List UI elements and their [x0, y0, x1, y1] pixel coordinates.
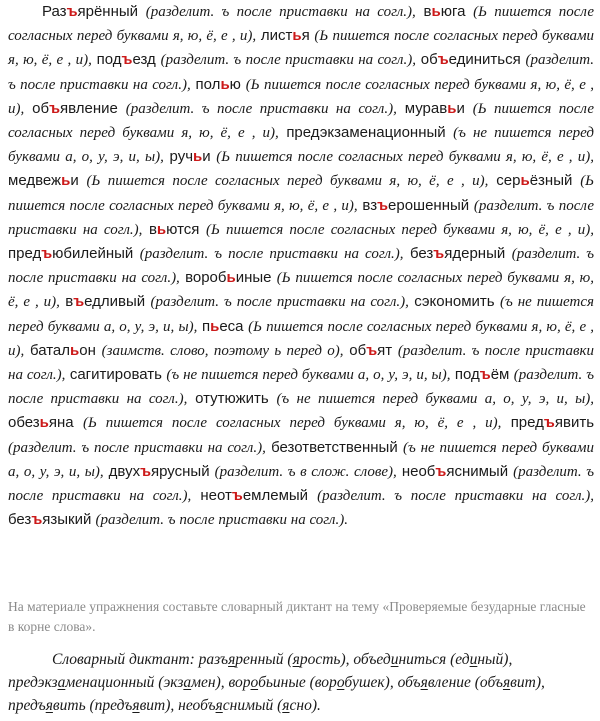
check-word — [475, 674, 545, 691]
highlighted-letter: ь — [156, 220, 167, 238]
dictation-word — [178, 697, 273, 714]
rule-comment: (разделит. ъ после приставки на согл.), — [145, 4, 416, 20]
word-part: п — [201, 317, 211, 335]
paragraph-indent — [8, 651, 52, 668]
paragraph-indent — [8, 3, 42, 20]
rule-comment: (разделит. ъ после приставки на согл.), — [139, 246, 404, 263]
underlined-vowel: я — [292, 651, 300, 668]
spelling-word — [261, 27, 310, 44]
word-part: еса — [219, 317, 244, 335]
spelling-word — [349, 342, 392, 359]
highlighted-letter: ь — [520, 172, 530, 190]
word-part: вит), — [510, 674, 545, 691]
word-part: (объ — [474, 674, 503, 691]
underlined-vowel: я — [215, 697, 223, 714]
spelling-word — [402, 463, 508, 480]
rule-comment: (разделит. ъ после приставки на согл.), — [8, 439, 266, 456]
word-part: ёзный — [529, 172, 573, 190]
word-part: сер — [496, 172, 521, 190]
highlighted-letter: ъ — [41, 245, 53, 263]
highlighted-letter: ь — [220, 75, 230, 93]
spelling-word — [8, 172, 79, 189]
rule-comment: (заимств. слово, поэтому ь перед о), — [101, 342, 344, 359]
underlined-vowel: я — [228, 651, 236, 668]
dictation-word — [398, 674, 471, 691]
rule-comment: (разделит. ъ после приставки на согл.), — [8, 463, 594, 505]
word-part: Раз — [42, 3, 67, 20]
dictation-word — [8, 697, 86, 714]
word-part: (вор — [309, 674, 337, 691]
word-part: без — [409, 245, 434, 263]
underlined-vowel: я — [282, 697, 290, 714]
word-part: ( — [277, 697, 283, 714]
highlighted-letter: ъ — [121, 51, 133, 69]
word-part: бьиные — [258, 674, 306, 691]
underlined-vowel: я — [420, 674, 428, 691]
word-part: под — [96, 51, 122, 69]
word-part: яснимый — [446, 462, 509, 480]
highlighted-letter: ъ — [479, 366, 491, 384]
word-part: бушек), — [344, 674, 394, 691]
word-part: мен), — [191, 674, 225, 691]
word-part: емлемый — [242, 487, 309, 505]
word-part: ярённый — [77, 3, 139, 20]
highlighted-letter: ъ — [66, 3, 78, 20]
spelling-word — [421, 51, 521, 68]
word-part: вление — [427, 674, 471, 691]
rule-comment: (ъ не пишется перед буквами а, о, у, э, и, ы), — [276, 391, 595, 408]
word-part: в — [423, 3, 432, 20]
spelling-word — [414, 293, 494, 310]
rule-comment: (разделит. ъ после приставки на согл.), — [8, 246, 595, 287]
rule-comment: (Ь пишется после согласных перед буквами я, ю, ё, е , и), — [205, 221, 594, 238]
rule-comment: (разделит. ъ после приставки на согл.), — [8, 342, 594, 384]
word-part: пол — [195, 75, 221, 93]
underlined-vowel: а — [183, 674, 192, 691]
highlighted-letter: ъ — [377, 196, 389, 214]
word-part: под — [454, 366, 480, 384]
word-part: в — [148, 220, 157, 238]
rule-comment: (Ь пишется после согласных перед буквами я, ю, ё, е , и), — [8, 4, 594, 45]
word-part: ят — [377, 341, 393, 359]
check-word — [310, 674, 394, 691]
word-part: единиться — [448, 51, 521, 69]
spelling-word — [196, 76, 241, 93]
word-part: снимый — [222, 697, 274, 714]
vocabulary-dictation — [8, 648, 594, 717]
rule-comment: (разделит. ъ после приставки на согл.), — [150, 294, 409, 311]
spelling-word — [32, 100, 118, 117]
highlighted-letter: ь — [39, 414, 49, 432]
spelling-word — [511, 414, 594, 431]
check-word — [277, 697, 321, 714]
word-part: безответственный — [271, 438, 398, 456]
rule-comment: (разделит. ъ после приставки на согл.), — [8, 367, 595, 408]
rule-comment: (Ь пишется после согласных перед буквами я, ю, ё, е , и), — [8, 76, 595, 117]
spelling-word — [8, 414, 74, 431]
dictation-word — [353, 651, 446, 668]
word-part: ниться — [398, 651, 447, 668]
dictation-word — [199, 651, 284, 668]
word-part: сно). — [289, 697, 321, 714]
rule-comment: (Ь пишется после согласных перед буквами я, ю, ё, е , и), — [8, 173, 595, 214]
rule-comment: (Ь пишется после согласных перед буквами я, ю, ё, е , и), — [82, 415, 502, 432]
highlighted-letter: ь — [193, 148, 203, 166]
rule-comment: (разделит. ъ в слож. слове), — [214, 463, 397, 480]
spelling-word — [149, 221, 199, 238]
word-part: юга — [440, 3, 466, 20]
word-part: я — [301, 27, 310, 45]
rule-comment: (разделит. ъ после приставки на согл.). — [95, 512, 348, 529]
highlighted-letter: ъ — [31, 511, 43, 529]
word-part: неот — [200, 487, 232, 505]
rule-comment: (ъ не пишется перед буквами а, о, у, э, и, ы), — [166, 367, 451, 384]
spelling-word — [362, 197, 469, 214]
word-part: пред — [510, 414, 544, 432]
word-part: объ — [397, 674, 421, 691]
spelling-word — [286, 124, 445, 141]
spelling-word — [455, 366, 509, 383]
highlighted-letter: ь — [61, 172, 71, 190]
word-part: сагитировать — [69, 366, 162, 384]
word-part: разъ — [198, 651, 229, 668]
rule-comment: (ъ не пишется перед буквами а, о, у, э, и, ы), — [8, 294, 594, 335]
rule-comment: (Ь пишется после согласных перед буквами я, ю, ё, е , и), — [86, 173, 489, 190]
word-part: ются — [166, 220, 200, 238]
word-part: мурав — [404, 99, 448, 117]
word-part: (предъ — [89, 697, 133, 714]
spelling-word — [185, 269, 271, 286]
word-part: яна — [48, 414, 74, 432]
underlined-vowel: я — [502, 674, 511, 691]
word-part: обез — [8, 414, 40, 432]
check-word — [450, 651, 512, 668]
underlined-vowel: о — [250, 674, 259, 691]
word-part: менационный — [65, 674, 155, 691]
highlighted-letter: ъ — [366, 341, 378, 359]
spelling-word — [42, 3, 138, 20]
underlined-vowel: о — [336, 674, 345, 691]
highlighted-letter: ъ — [49, 99, 61, 117]
word-part: языкий — [42, 511, 92, 529]
word-part: вор — [228, 674, 251, 691]
spelling-word — [423, 3, 465, 20]
highlighted-letter: ь — [431, 3, 441, 20]
word-part: вороб — [185, 269, 227, 287]
check-word — [287, 651, 349, 668]
rule-comment: (разделит. ъ после приставки на согл.), — [8, 197, 594, 238]
word-part: едливый — [84, 293, 146, 311]
word-part: (ед — [450, 651, 470, 668]
exercise-text — [8, 0, 594, 532]
word-part: объед — [353, 651, 391, 668]
word-part: ядерный — [444, 245, 506, 263]
rule-comment: (Ь пишется после согласных перед буквами я, ю, ё, е , и), — [216, 149, 595, 166]
dictation-title: Словарный диктант: — [52, 651, 195, 668]
word-part: рость), — [299, 651, 350, 668]
highlighted-letter: ь — [447, 99, 457, 117]
highlighted-letter: ь — [292, 27, 302, 45]
word-part: и — [456, 99, 465, 117]
word-part: ю — [229, 75, 241, 93]
word-part: необъ — [178, 697, 216, 714]
word-part: необ — [401, 462, 436, 480]
word-part: иные — [235, 269, 272, 287]
rule-comment: (разделит. ъ после приставки на согл.), — [317, 488, 595, 505]
spelling-word — [496, 172, 572, 189]
highlighted-letter: ь — [210, 317, 220, 335]
word-part: и — [70, 172, 79, 190]
underlined-vowel: и — [469, 651, 478, 668]
dictation-word — [8, 674, 154, 691]
highlighted-letter: ъ — [435, 462, 447, 480]
word-part: руч — [169, 148, 194, 166]
word-part: явление — [60, 99, 118, 117]
spelling-word — [70, 366, 162, 383]
spelling-word — [97, 51, 156, 68]
word-part: и — [202, 148, 211, 166]
word-part: в — [65, 293, 74, 311]
spelling-word — [200, 487, 308, 504]
word-part: отутюжить — [195, 390, 269, 408]
highlighted-letter: ъ — [140, 462, 152, 480]
word-part: предэкз — [8, 674, 58, 691]
word-part: сэкономить — [414, 293, 495, 311]
word-part: батал — [29, 341, 71, 359]
word-part: ренный — [235, 651, 284, 668]
highlighted-letter: ъ — [231, 487, 243, 505]
underlined-vowel: я — [132, 697, 140, 714]
rule-comment: (Ь пишется после согласных перед буквами я, ю, ё, е , и), — [8, 318, 595, 359]
spelling-word — [30, 342, 96, 359]
word-part: езд — [132, 51, 156, 69]
spelling-word — [8, 511, 91, 528]
underlined-vowel: а — [57, 674, 66, 691]
check-word — [158, 674, 224, 691]
rule-comment: (разделит. ъ после приставки на согл.), — [8, 52, 595, 93]
word-part: вит), — [139, 697, 175, 714]
spelling-word — [410, 245, 505, 262]
spelling-word — [170, 148, 211, 165]
underlined-vowel: я — [45, 697, 53, 714]
word-part: ярусный — [151, 462, 210, 480]
rule-comment: (Ь пишется после согласных перед буквами я, ю, ё, е , и), — [8, 100, 595, 142]
spelling-word — [65, 293, 145, 310]
rule-comment: (разделит. ъ после приставки на согл.), — [125, 100, 397, 117]
word-part: без — [8, 511, 32, 529]
word-part: лист — [260, 27, 293, 45]
highlighted-letter: ь — [70, 341, 80, 359]
word-part: пред — [8, 245, 42, 263]
spelling-word — [195, 390, 269, 407]
spelling-word — [202, 318, 244, 335]
word-part: об — [349, 341, 367, 359]
word-part: ём — [490, 366, 510, 384]
word-part: двух — [108, 462, 141, 480]
word-part: явить — [554, 414, 595, 432]
highlighted-letter: ь — [226, 269, 236, 287]
rule-comment: (Ь пишется после согласных перед буквами я, ю, ё, е , и), — [8, 270, 594, 311]
spelling-word — [109, 463, 210, 480]
underlined-vowel: и — [390, 651, 399, 668]
word-part: ( — [287, 651, 293, 668]
word-part: предэкзаменационный — [286, 124, 446, 142]
word-part: юбилейный — [52, 245, 134, 263]
spelling-word — [405, 100, 465, 117]
highlighted-letter: ъ — [73, 293, 85, 311]
spelling-word — [271, 439, 398, 456]
word-part: об — [420, 51, 438, 69]
check-word — [90, 697, 175, 714]
word-part: вз — [362, 196, 378, 214]
word-part: вить — [52, 697, 86, 714]
word-part: ерошенный — [388, 196, 470, 214]
word-part: предъ — [8, 697, 46, 714]
word-part: ный), — [477, 651, 513, 668]
word-part: медвеж — [8, 172, 62, 190]
word-part: об — [32, 99, 50, 117]
spelling-word — [8, 245, 133, 262]
rule-comment: (ъ не пишется перед буквами а, о, у, э, и, ы), — [8, 125, 595, 166]
rule-comment: (ъ не пишется перед буквами а, о, у, э, и, ы), — [8, 439, 594, 480]
rule-comment: (разделит. ъ после приставки на согл.), — [160, 52, 416, 69]
word-part: (экз — [158, 674, 184, 691]
rule-comment: (Ь пишется после согласных перед буквами я, ю, ё, е , и), — [8, 28, 595, 69]
task-instruction: На материале упражнения составьте словарный диктант на тему «Проверяемые безударные гласные в корне слова». — [8, 599, 586, 634]
dictation-word — [229, 674, 306, 691]
highlighted-letter: ъ — [543, 414, 555, 432]
word-part: он — [79, 341, 96, 359]
highlighted-letter: ъ — [437, 51, 449, 69]
highlighted-letter: ъ — [433, 245, 445, 263]
